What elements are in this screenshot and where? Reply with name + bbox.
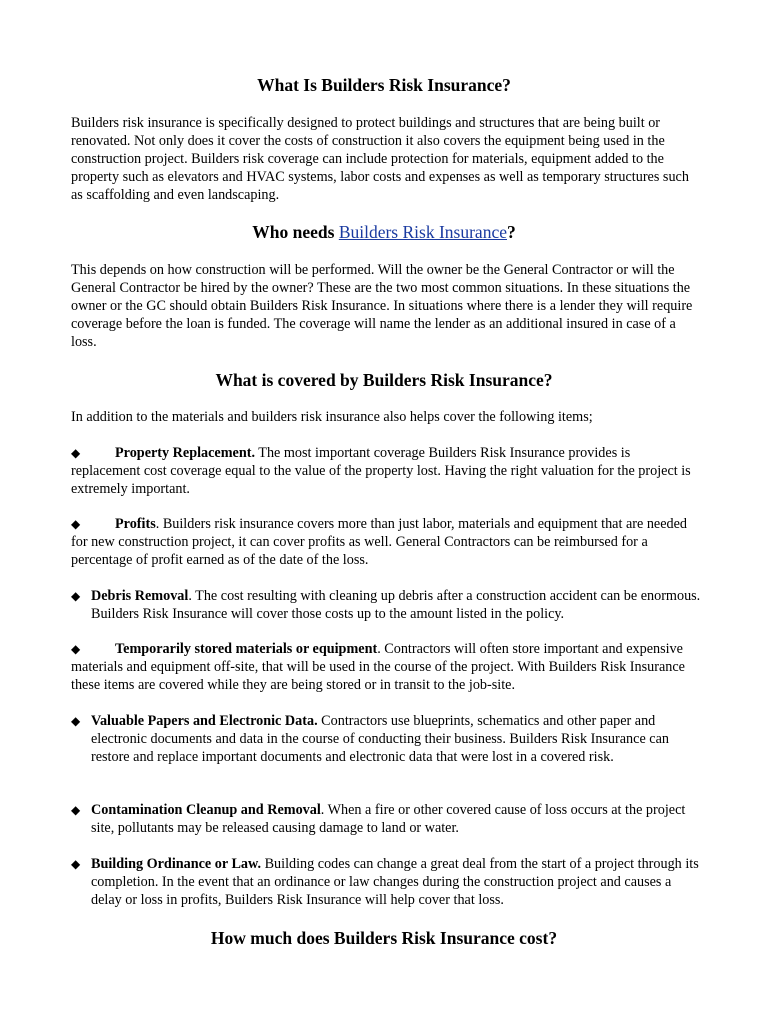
- diamond-bullet-icon: ◆: [71, 714, 81, 728]
- item-title: Valuable Papers and Electronic Data.: [91, 713, 318, 729]
- item-text: . The cost resulting with cleaning up debris after a construction accident can be enormous. Builders Risk Insurance will cover those costs up to the amount listed in the policy.: [91, 588, 701, 622]
- list-item-profits: [71, 515, 701, 569]
- list-item-property-replacement: [71, 444, 701, 498]
- diamond-bullet-icon: ◆: [71, 803, 81, 817]
- paragraph-who-needs: This depends on how construction will be performed. Will the owner be the General Contractor or will the General Contractor be hired by the owner? These are the two most common situations. In these situations the owner or the GC should obtain Builders Risk Insurance. In situations where there is a lender they will require coverage before the loan is funded. The coverage will name the lender as an additional insured in case of a loss.: [71, 262, 693, 350]
- item-title: Debris Removal: [91, 588, 189, 604]
- item-title: Temporarily stored materials or equipment: [115, 641, 378, 657]
- item-text: . Contractors will often store important and expensive materials and equipment off-site, that will be used in the course of the project. With Builders Risk Insurance these items are covered while they are being stored or in transit to the job-site.: [71, 641, 685, 693]
- list-item-temporarily-stored: [71, 640, 701, 694]
- list-item-building-ordinance: [71, 855, 701, 909]
- diamond-bullet-icon: ◆: [71, 517, 81, 531]
- diamond-bullet-icon: ◆: [71, 857, 81, 871]
- item-title: Property Replacement.: [115, 445, 255, 461]
- heading-who-needs: [0, 221, 768, 243]
- heading-what-is: What Is Builders Risk Insurance?: [257, 75, 511, 95]
- item-text: Building codes can change a great deal from the start of a project through its completion. In the event that an ordinance or law changes during the construction project and causes a delay or loss in profits, Builders Risk Insurance will help cover that loss.: [91, 856, 699, 908]
- diamond-bullet-icon: ◆: [71, 446, 81, 460]
- heading-who-needs-suffix: ?: [506, 222, 516, 242]
- item-title: Building Ordinance or Law.: [91, 856, 262, 872]
- diamond-bullet-icon: ◆: [71, 642, 81, 656]
- item-text: The most important coverage Builders Risk Insurance provides is replacement cost coverage equal to the value of the property lost. Having the right valuation for the project is extremely important.: [71, 445, 691, 497]
- item-text: Contractors use blueprints, schematics and other paper and electronic documents and data in the course of conducting their business. Builders Risk Insurance can restore and replace important documents and electronic data that were lost in a covered risk.: [91, 713, 669, 765]
- diamond-bullet-icon: ◆: [71, 589, 81, 603]
- heading-who-needs-prefix: Who needs: [252, 222, 339, 242]
- list-item-contamination-cleanup: [71, 801, 701, 837]
- item-title: Contamination Cleanup and Removal: [91, 802, 321, 818]
- heading-what-covered: What is covered by Builders Risk Insurance?: [215, 370, 553, 390]
- list-item-valuable-papers: [71, 712, 701, 766]
- builders-risk-insurance-link[interactable]: Builders Risk Insurance: [338, 222, 507, 242]
- heading-how-much: How much does Builders Risk Insurance cost?: [210, 928, 558, 948]
- item-title: Profits: [115, 516, 156, 532]
- item-text: . When a fire or other covered cause of loss occurs at the project site, pollutants may be released causing damage to land or water.: [91, 802, 686, 836]
- item-text: . Builders risk insurance covers more than just labor, materials and equipment that are needed for new construction project, it can cover profits as well. General Contractors can be reimbursed for a percentage of profit earned as of the date of the loss.: [71, 516, 688, 568]
- paragraph-intro: In addition to the materials and builders risk insurance also helps cover the following items;: [71, 409, 593, 425]
- paragraph-definition: Builders risk insurance is specifically designed to protect buildings and structures that are being built or renovated. Not only does it cover the costs of construction it also covers the equipment being used in the construction project. Builders risk coverage can include protection for materials, equipment added to the property such as elevators and HVAC systems, labor costs and expenses as well as temporary structures such as scaffolding and even landscaping.: [71, 115, 689, 203]
- list-item-debris-removal: [71, 587, 701, 623]
